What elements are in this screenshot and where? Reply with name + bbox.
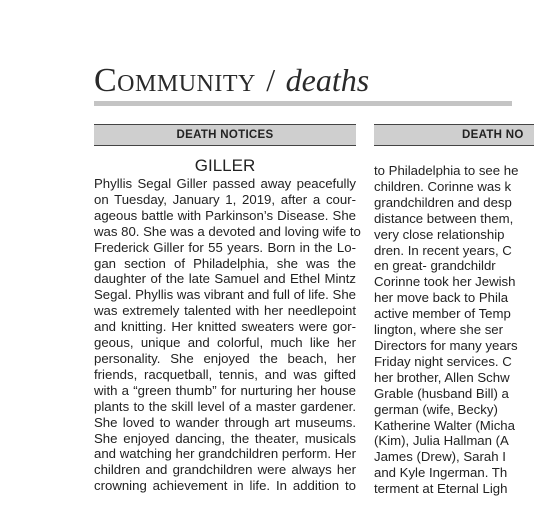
text-line: gan section of Philadelphia, she was the xyxy=(94,255,356,271)
text-line: to Philadelphia to see he xyxy=(374,163,519,178)
text-line: dren. In recent years, C xyxy=(374,242,512,258)
text-line: geous, unique and colorful, much like her xyxy=(94,335,356,351)
text-line: active member of Temp xyxy=(374,306,511,322)
text-line: very close relationship xyxy=(374,226,505,242)
text-line: crowning achievement in life. In addition to xyxy=(94,478,356,494)
text-line: She loved to wander through art museums. xyxy=(94,414,356,430)
text-line: her brother, Allen Schw xyxy=(374,369,510,385)
section-header xyxy=(94,62,369,100)
text-line: and watching her grandchildren perform. Her xyxy=(94,446,356,462)
text-line: children. Corinne was k xyxy=(374,178,512,194)
column-left xyxy=(94,124,361,494)
text-line: grandchildren and desp xyxy=(374,194,512,210)
death-notices-banner: DEATH NOTICES xyxy=(94,124,356,146)
text-line: Directors for many years xyxy=(374,337,518,353)
text-line: personality. She enjoyed the beach, her xyxy=(94,350,356,366)
text-line: Segal. Phyllis was vibrant and full of life. She xyxy=(94,287,356,303)
text-line: daughter of the late Samuel and Ethel Mintz xyxy=(94,271,356,287)
section-title: Community xyxy=(94,62,256,99)
text-line: Phyllis Segal Giller passed away peacefully xyxy=(94,176,356,191)
text-line: was extremely talented with her needlepoint xyxy=(94,303,356,319)
section-subtitle: deaths xyxy=(285,62,370,98)
text-line: on Tuesday, January 1, 2019, after a cour- xyxy=(94,191,356,207)
text-line: german (wife, Becky) xyxy=(374,401,498,417)
text-line: with a “green thumb” for nurturing her house xyxy=(94,382,356,398)
text-line: distance between them, xyxy=(374,210,514,226)
obituary-text xyxy=(94,176,361,494)
column-right xyxy=(374,124,534,497)
text-line: plants to the skill level of a master gardener. xyxy=(94,398,356,414)
obituary-name: GILLER xyxy=(194,156,256,175)
text-line: Frederick Giller for 55 years. Born in the Lo- xyxy=(94,239,356,255)
text-line: (Kim), Julia Hallman (A xyxy=(374,433,509,449)
text-line: Grable (husband Bill) a xyxy=(374,385,509,401)
text-line: friends, racquetball, tennis, and was gifted xyxy=(94,366,356,382)
text-line: Friday night services. C xyxy=(374,353,512,369)
text-line: Katherine Walter (Micha xyxy=(374,417,515,433)
text-line: was 80. She was a devoted and loving wife to xyxy=(94,223,361,239)
text-line: Corinne took her Jewish xyxy=(374,274,516,290)
header-separator: / xyxy=(266,62,276,98)
obituary-text-continued xyxy=(374,163,534,497)
header-rule xyxy=(94,101,512,106)
death-notices-banner-cut: DEATH NO xyxy=(374,124,534,146)
text-line: ageous battle with Parkinson’s Disease. She xyxy=(94,207,356,223)
text-line: She enjoyed dancing, the theater, musicals xyxy=(94,430,356,446)
text-line: children and grandchildren were always her xyxy=(94,462,356,478)
text-line: lington, where she ser xyxy=(374,322,504,338)
text-line: James (Drew), Sarah I xyxy=(374,449,506,465)
text-line: and Kyle Ingerman. Th xyxy=(374,465,508,481)
text-line: and knitting. Her knitted sweaters were gor- xyxy=(94,319,356,335)
text-line: her move back to Phila xyxy=(374,290,509,306)
text-line: en great- grandchildr xyxy=(374,258,496,274)
text-line: terment at Eternal Ligh xyxy=(374,481,508,497)
